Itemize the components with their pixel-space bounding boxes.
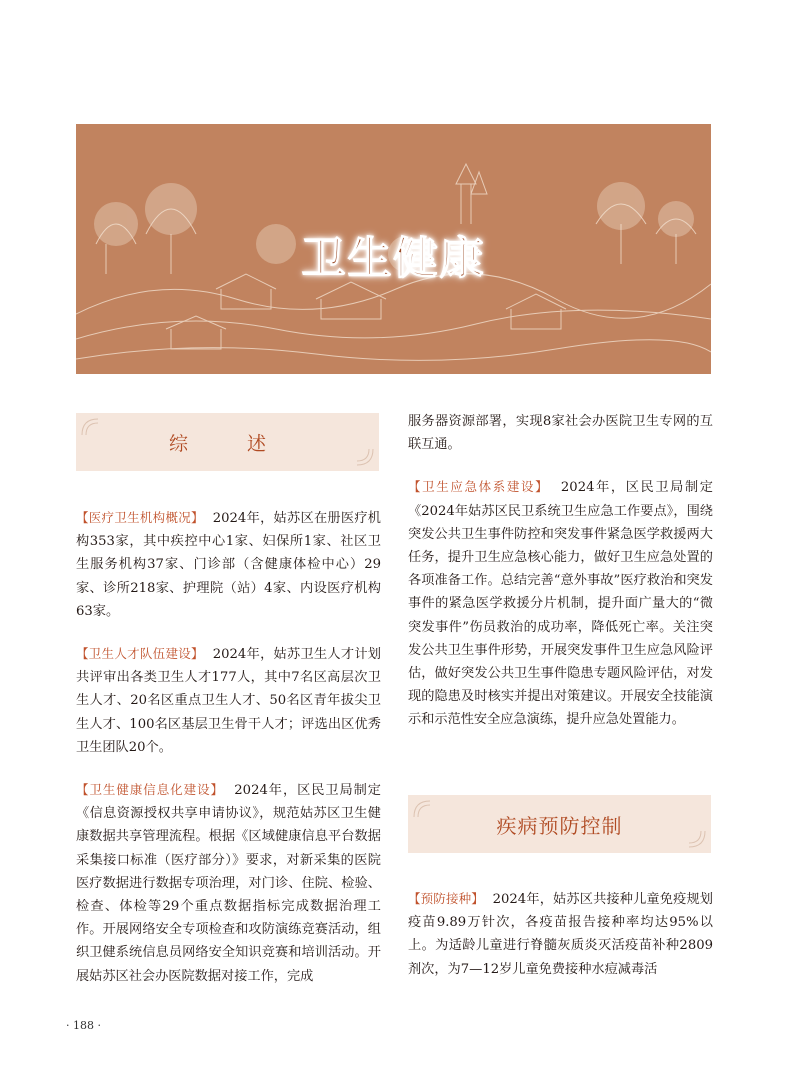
section-title: 综 述	[168, 432, 286, 455]
paragraph	[76, 778, 381, 988]
paragraph-tag: 【卫生应急体系建设】	[408, 479, 550, 495]
paragraph-text: 2024年，姑苏区共接种儿童免疫规划疫苗9.89万针次，各疫苗报告接种率均达95%以上。为适龄儿童进行脊髓灰质炎灭活疫苗补种2809剂次，为7—12岁儿童免费接种水痘减毒活	[408, 892, 713, 977]
paragraph-text: 2024年，姑苏区在册医疗机构353家，其中疾控中心1家、妇保所1家、社区卫生服务机构37家、门诊部（含健康体检中心）29家、诊所218家、护理院（站）4家、内设医疗机构63家。	[76, 511, 381, 619]
paragraph-tag: 【卫生人才队伍建设】	[76, 646, 204, 662]
left-column	[76, 506, 381, 988]
paragraph-text: 2024年，区民卫局制定《2024年姑苏区民卫系统卫生应急工作要点》，围绕突发公共卫生事件防控和突发事件紧急医学救援两大任务，提升卫生应急核心能力，做好卫生应急处置的各项准备工作。总结完善“意外事故”医疗救治和突发事件的紧急医学救援分片机制，提升面广量大的“微突发事件”伤员救治的成功率，降低死亡率。关注突发公共卫生事件形势，开展突发事件卫生应急风险评估，做好突发公共卫生事件隐患专题风险评估，对发现的隐患及时核实并提出对策建议。开展安全技能演示和示范性安全应急演练，提升应急处置能力。	[408, 480, 713, 728]
paragraph	[76, 642, 381, 759]
paragraph-text: 2024年，姑苏卫生人才计划共评审出各类卫生人才177人，其中7名区高层次卫生人才、20名区重点卫生人才、50名区青年拔尖卫生人才、100名区基层卫生骨干人才；评选出区优秀卫生团队20个。	[76, 647, 381, 755]
corner-ornament-icon	[80, 417, 100, 437]
page-number: · 188 ·	[66, 1019, 101, 1032]
paragraph	[408, 475, 713, 731]
paragraph-tag: 【预防接种】	[408, 891, 484, 906]
section-heading-disease-control	[408, 795, 711, 853]
section-heading-overview	[76, 413, 379, 471]
section-title: 疾病预防控制	[496, 813, 623, 838]
right-column-lower	[408, 887, 713, 981]
right-column	[408, 410, 713, 732]
paragraph: 服务器资源部署，实现8家社会办医院卫生专网的互联互通。	[408, 414, 713, 453]
corner-ornament-icon	[355, 447, 375, 467]
paragraph-text: 2024年，区民卫局制定《信息资源授权共享申请协议》，规范姑苏区卫生健康数据共享管理流程。根据《区域健康信息平台数据采集接口标准（医疗部分）》要求，对新采集的医院医疗数据进行数据专项治理，对门诊、住院、检验、检查、体检等29个重点数据指标完成数据治理工作。开展网络安全专项检查和攻防演练竞赛活动，组织卫健系统信息员网络安全知识竞赛和培训活动。开展姑苏区社会办医院数据对接工作，完成	[76, 783, 381, 984]
corner-ornament-icon	[412, 799, 432, 819]
header-banner	[76, 124, 711, 374]
paragraph	[408, 887, 713, 981]
paragraph-tag: 【医疗卫生机构概况】	[76, 510, 204, 525]
chapter-title: 卫生健康	[301, 233, 486, 284]
corner-ornament-icon	[687, 829, 707, 849]
paragraph-tag: 【卫生健康信息化建设】	[76, 782, 224, 798]
paragraph	[76, 506, 381, 623]
